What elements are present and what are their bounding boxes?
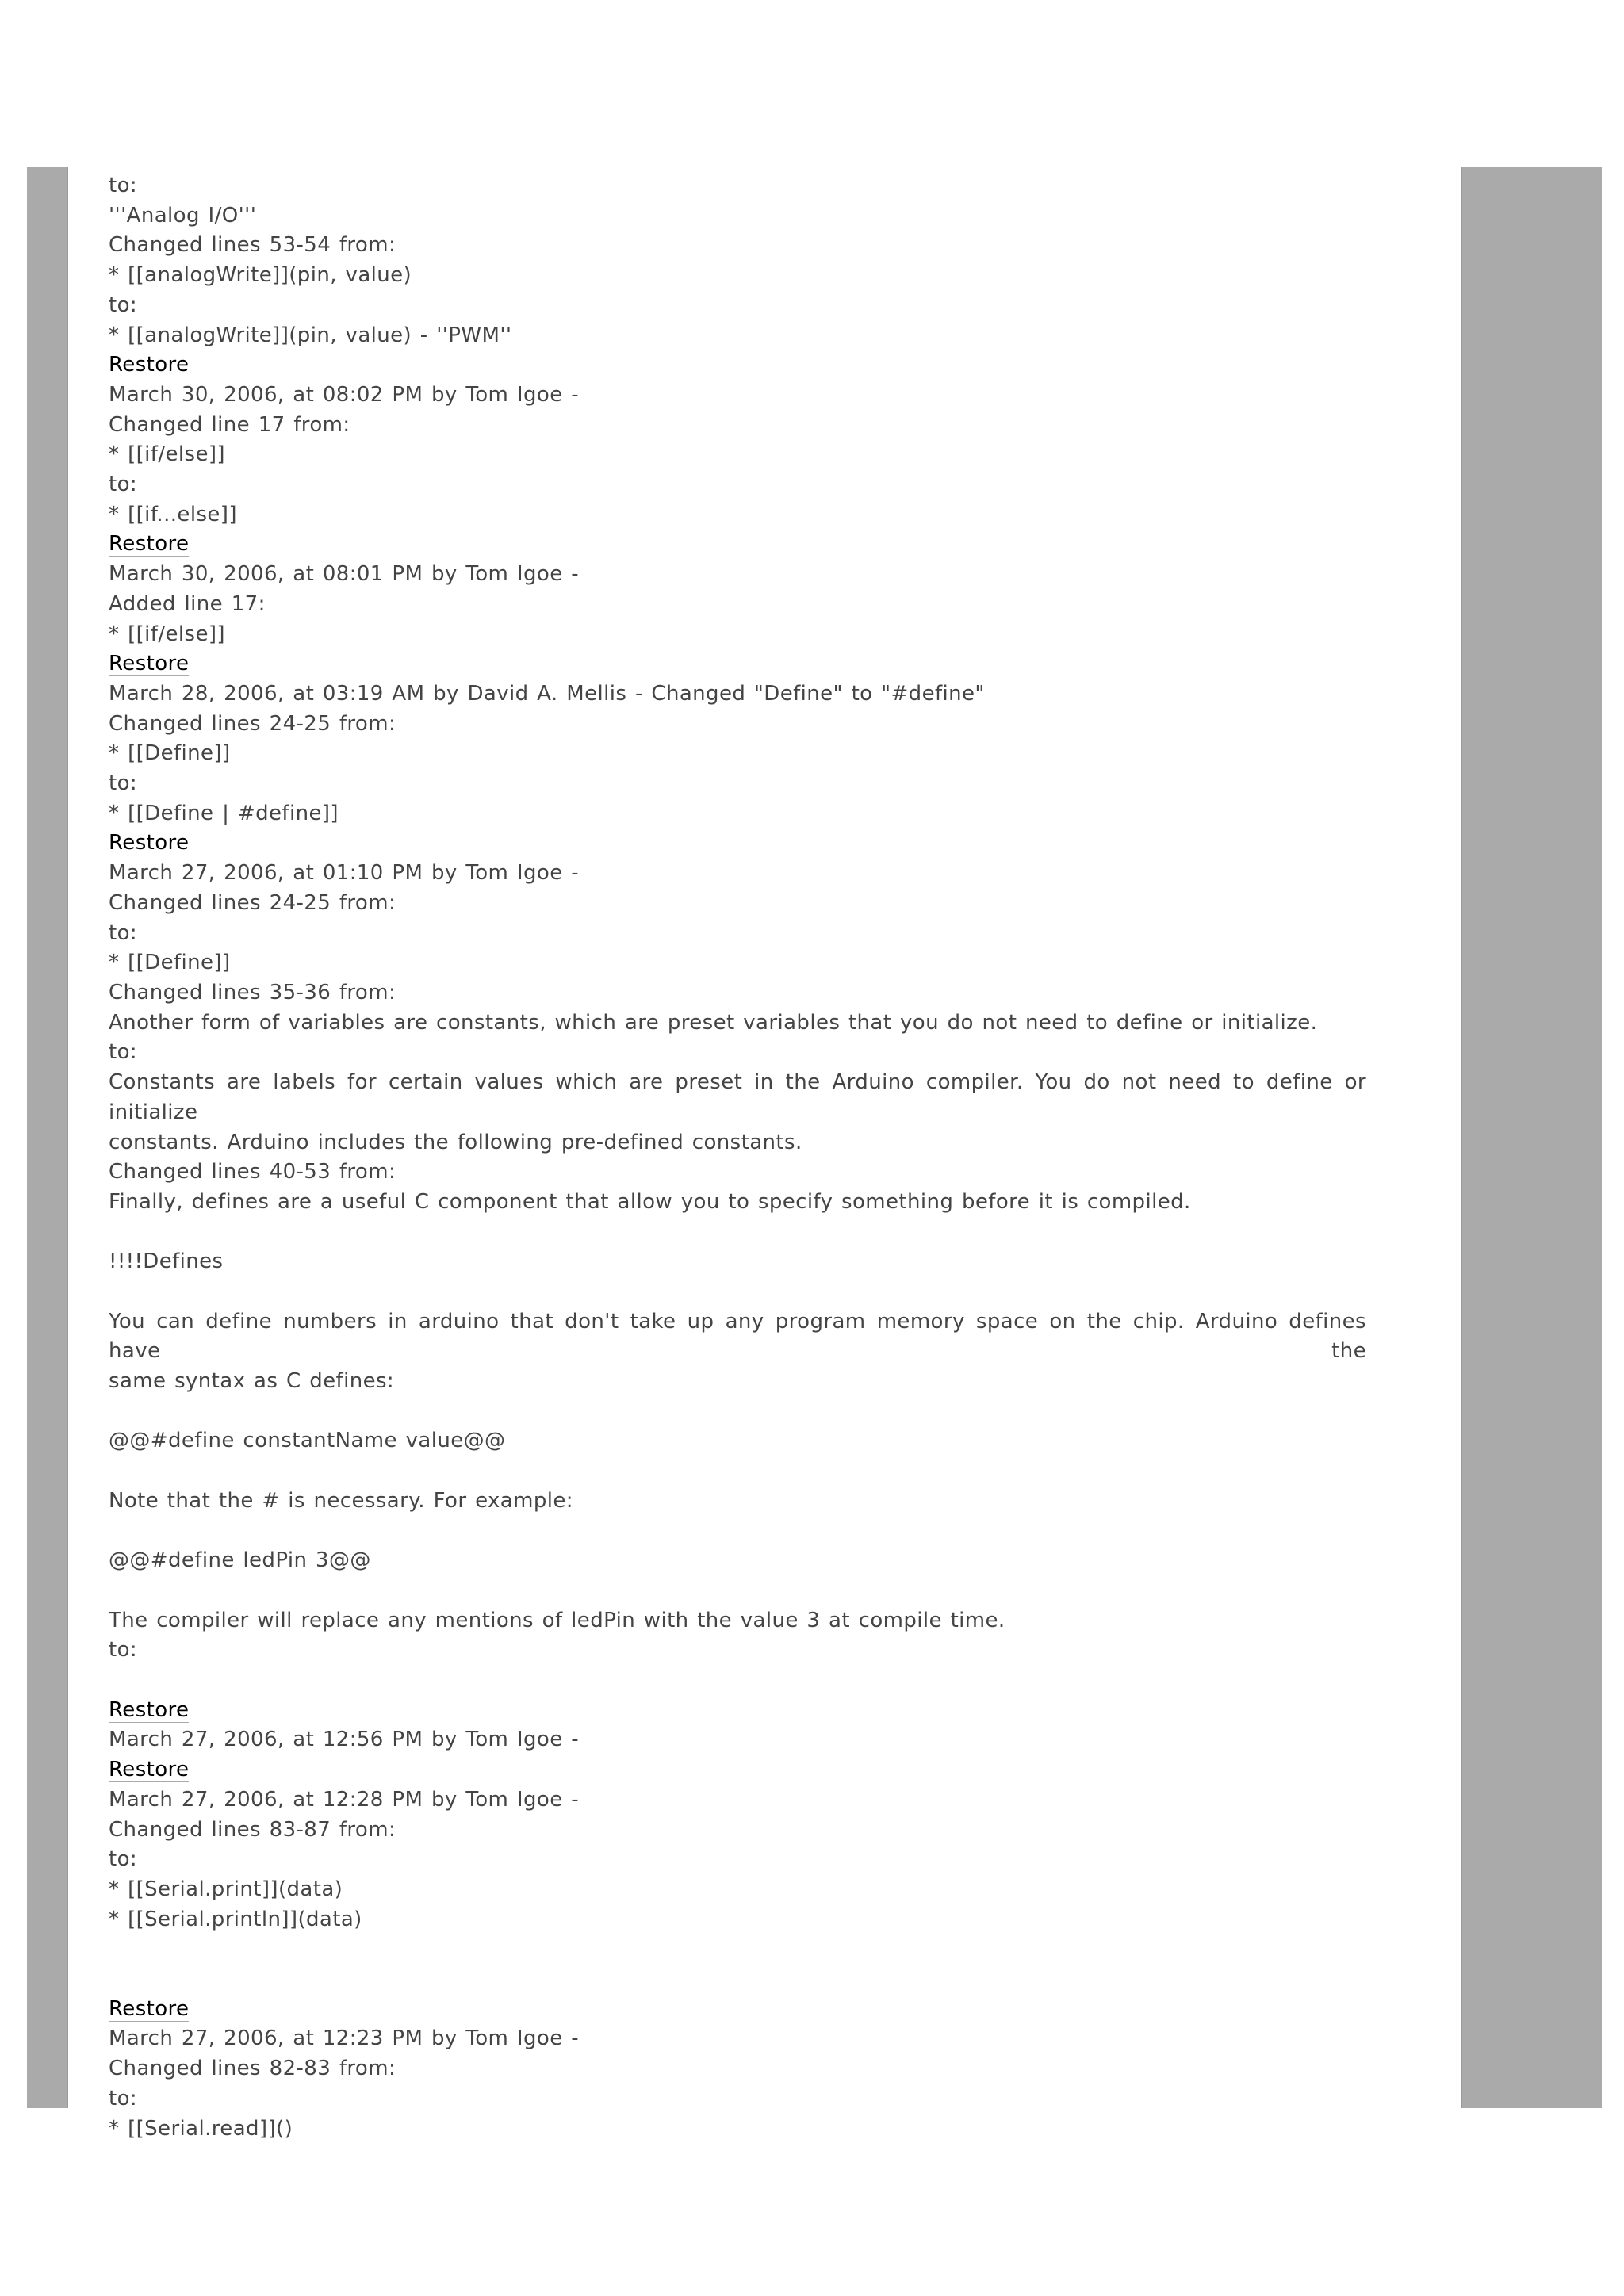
text-line: to: [109,1040,138,1065]
blank-line [109,1277,1366,1307]
text-line: Another form of variables are constants, which are preset variables that you do not need to define or initialize. [109,1010,1318,1035]
text-line: March 27, 2006, at 12:56 PM by Tom Igoe - [109,1728,580,1752]
text-line: * [[Serial.print]](data) [109,1877,343,1901]
text-line: * [[Define | #define]] [109,801,339,825]
text-line: * [[analogWrite]](pin, value) - ''PWM'' [109,323,512,347]
revision-history-content [109,171,1375,2144]
restore-link[interactable]: Restore [109,1996,190,2021]
text-line: * [[if/else]] [109,442,225,467]
text-line: to: [109,293,138,317]
text-line: Changed lines 35-36 from: [109,980,396,1004]
restore-link[interactable]: Restore [109,831,190,855]
restore-row [109,1755,1366,1785]
text-line: to: [109,174,138,197]
left-margin-bar [27,167,68,2108]
text-line: to: [109,1847,138,1872]
text-line: * [[if/else]] [109,622,225,646]
restore-row [109,649,1366,679]
restore-link[interactable]: Restore [109,652,190,676]
text-line: to: [109,1638,138,1663]
restore-link[interactable]: Restore [109,353,190,377]
text-line: Changed lines 40-53 from: [109,1160,396,1184]
text-line: * [[analogWrite]](pin, value) [109,263,412,288]
text-line: March 30, 2006, at 08:02 PM by Tom Igoe - [109,382,580,407]
restore-row [109,530,1366,560]
text-line: @@#define constantName value@@ [109,1429,506,1453]
text-line: * [[Define]] [109,951,231,975]
text-line: Changed lines 53-54 from: [109,233,396,258]
text-line: Constants are labels for certain values which are preset in the Arduino compiler. You do not need to define or initialize [109,1070,1375,1124]
text-line: to: [109,2086,138,2110]
blank-line [109,1965,1366,1995]
text-line: Note that the # is necessary. For example: [109,1488,573,1513]
blank-line [109,1456,1366,1487]
text-line: March 27, 2006, at 12:23 PM by Tom Igoe - [109,2026,580,2051]
text-line: Changed lines 24-25 from: [109,890,396,915]
right-margin-bar [1461,167,1602,2108]
text-line: Changed line 17 from: [109,412,350,437]
text-line: to: [109,771,138,796]
text-line: Changed lines 24-25 from: [109,711,396,736]
text-line: !!!!Defines [109,1249,224,1274]
blank-line [109,1576,1366,1606]
text-line: March 27, 2006, at 01:10 PM by Tom Igoe - [109,861,580,886]
text-line: to: [109,473,138,497]
text-line: * [[Define]] [109,741,231,766]
restore-row [109,350,1366,381]
text-line: March 27, 2006, at 12:28 PM by Tom Igoe - [109,1787,580,1812]
blank-line [109,1218,1366,1248]
blank-line [109,1517,1366,1547]
restore-link[interactable]: Restore [109,1758,190,1782]
restore-row [109,1995,1366,2025]
text-line: Changed lines 82-83 from: [109,2057,396,2081]
text-line: Changed lines 83-87 from: [109,1817,396,1842]
restore-row [109,1696,1366,1726]
text-line: Added line 17: [109,591,266,616]
text-line: * [[if...else]] [109,502,237,526]
text-line: March 28, 2006, at 03:19 AM by David A. Mellis - Changed "Define" to "#define" [109,681,985,706]
restore-link[interactable]: Restore [109,532,190,557]
text-line: constants. Arduino includes the following pre-defined constants. [109,1130,802,1154]
text-line: * [[Serial.read]]() [109,2116,293,2141]
text-line: @@#define ledPin 3@@ [109,1548,371,1573]
blank-line [109,1666,1366,1696]
text-line: March 30, 2006, at 08:01 PM by Tom Igoe - [109,562,580,587]
text-line: * [[Serial.println]](data) [109,1907,362,1931]
text-line: '''Analog I/O''' [109,203,257,228]
text-line: You can define numbers in arduino that don't take up any program memory space on the chip. Arduino defines have the [109,1309,1375,1364]
blank-line [109,1397,1366,1427]
text-line: Finally, defines are a useful C component that allow you to specify something before it is compiled. [109,1189,1191,1214]
restore-row [109,828,1366,859]
text-line: same syntax as C defines: [109,1369,395,1394]
text-line: to: [109,920,138,945]
text-line: The compiler will replace any mentions of ledPin with the value 3 at compile time. [109,1608,1005,1632]
blank-line [109,1934,1366,1965]
restore-link[interactable]: Restore [109,1697,190,1722]
